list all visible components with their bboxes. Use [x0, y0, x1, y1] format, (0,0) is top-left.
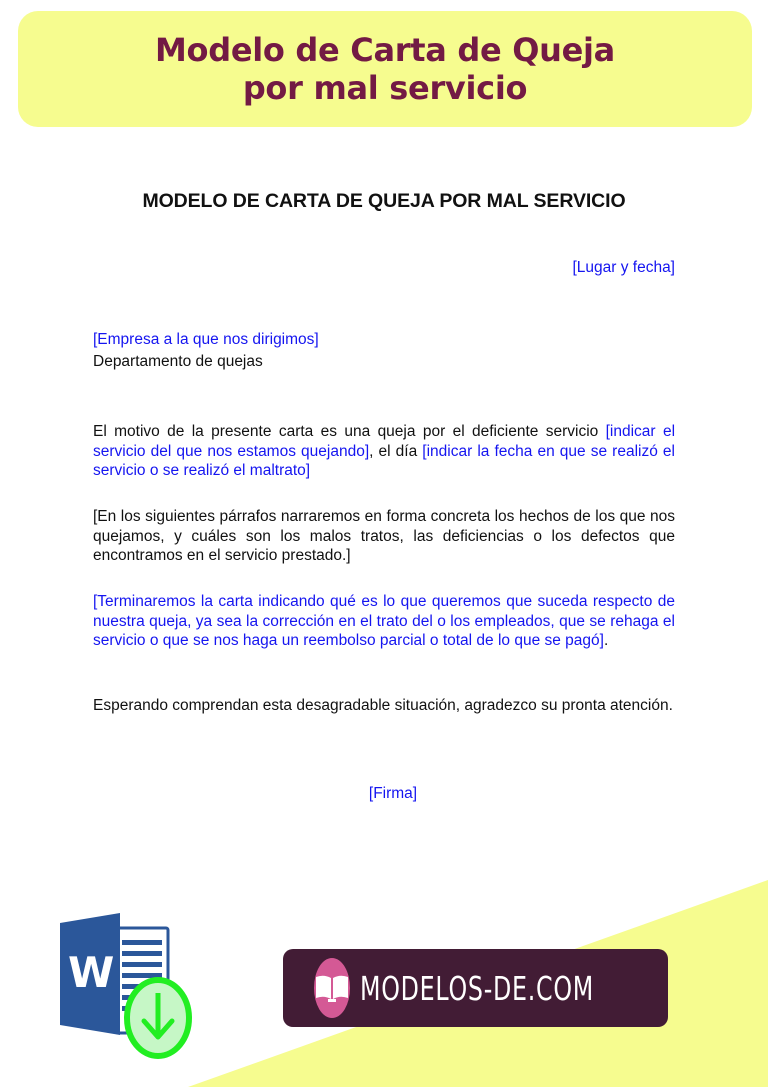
service-placeholder: [indicar el servicio del que nos estamos quejando] [93, 423, 676, 460]
paragraph-motive-text-a: El motivo de la presente carta es una queja por el deficiente servicio [93, 423, 606, 440]
recipient-block [93, 329, 319, 373]
recipient-company-placeholder: [Empresa a la que nos dirigimos] [93, 331, 319, 348]
paragraph-request [93, 592, 675, 651]
modelos-de-brand-logo[interactable] [283, 949, 668, 1027]
date-placeholder: [indicar la fecha en que se realizó el servicio o se realizó el maltrato] [93, 442, 675, 479]
paragraph-motive [93, 422, 675, 481]
brand-name: MODELOS-DE.COM [360, 968, 594, 1008]
signature-placeholder: [Firma] [368, 785, 418, 802]
request-tail: . [603, 632, 609, 649]
request-placeholder: [Terminaremos la carta indicando qué es lo que queremos que suceda respecto de nuestra queja, ya sea la corrección en el trato del o los empleados, que se rehaga el servicio o que se nos haga un reembolso parcial o total de lo que se pagó] [93, 593, 675, 649]
open-book-icon [314, 958, 350, 1018]
word-download-icon[interactable] [58, 913, 194, 1061]
banner-title-line-1: Modelo de Carta de Queja [155, 31, 615, 69]
svg-text:W: W [68, 948, 115, 997]
place-date-placeholder: [Lugar y fecha] [572, 259, 675, 276]
paragraph-motive-text-b: , el día [369, 442, 423, 460]
paragraph-facts-placeholder: [En los siguientes párrafos narraremos en forma concreta los hechos de los que nos quejamos, y cuáles son los malos tratos, las deficiencias o los defectos que encontramos en el servicio prestado.] [93, 508, 675, 564]
paragraph-closing: Esperando comprendan esta desagradable situación, agradezco su pronta atención. [93, 697, 673, 714]
banner-title-line-2: por mal servicio [242, 69, 528, 107]
document-heading: MODELO DE CARTA DE QUEJA POR MAL SERVICIO [142, 190, 626, 212]
title-banner [18, 11, 752, 127]
recipient-department: Departamento de quejas [93, 353, 263, 370]
